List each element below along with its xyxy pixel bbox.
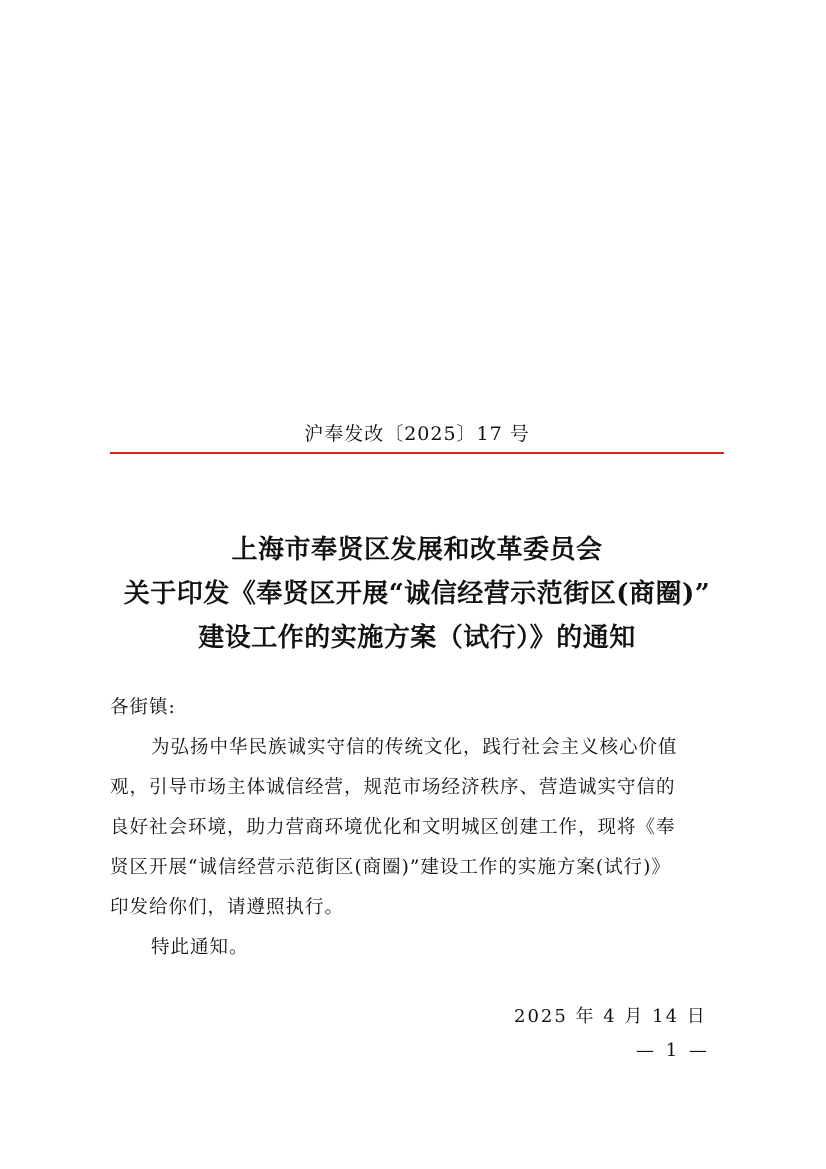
paragraph-line: 良好社会环境，助力营商环境优化和文明城区创建工作，现将《奉 bbox=[110, 817, 676, 838]
paragraph-line: 观，引导市场主体诚信经营，规范市场经济秩序、营造诚实守信的 bbox=[110, 777, 676, 798]
red-separator-line bbox=[110, 452, 724, 454]
document-title bbox=[90, 528, 744, 660]
paragraph-line: 印发给你们，请遵照执行。 bbox=[110, 897, 345, 918]
issue-date: 2025 年 4 月 14 日 bbox=[514, 1006, 707, 1027]
paragraph-line: 贤区开展“诚信经营示范街区(商圈)”建设工作的实施方案(试行)》 bbox=[110, 857, 671, 878]
page-number: — 1 — bbox=[636, 1040, 710, 1061]
document-number: 沪奉发改〔2025〕17 号 bbox=[304, 423, 530, 445]
title-line-1: 上海市奉贤区发展和改革委员会 bbox=[231, 535, 603, 565]
document-body bbox=[110, 688, 728, 968]
title-line-3: 建设工作的实施方案（试行）》的通知 bbox=[198, 623, 636, 653]
closing-line: 特此通知。 bbox=[151, 937, 249, 958]
main-paragraph bbox=[110, 728, 728, 928]
paragraph-line: 为弘扬中华民族诚实守信的传统文化，践行社会主义核心价值 bbox=[151, 737, 678, 758]
salutation: 各街镇: bbox=[110, 697, 176, 718]
title-line-2: 关于印发《奉贤区开展“诚信经营示范街区(商圈)” bbox=[123, 579, 711, 609]
